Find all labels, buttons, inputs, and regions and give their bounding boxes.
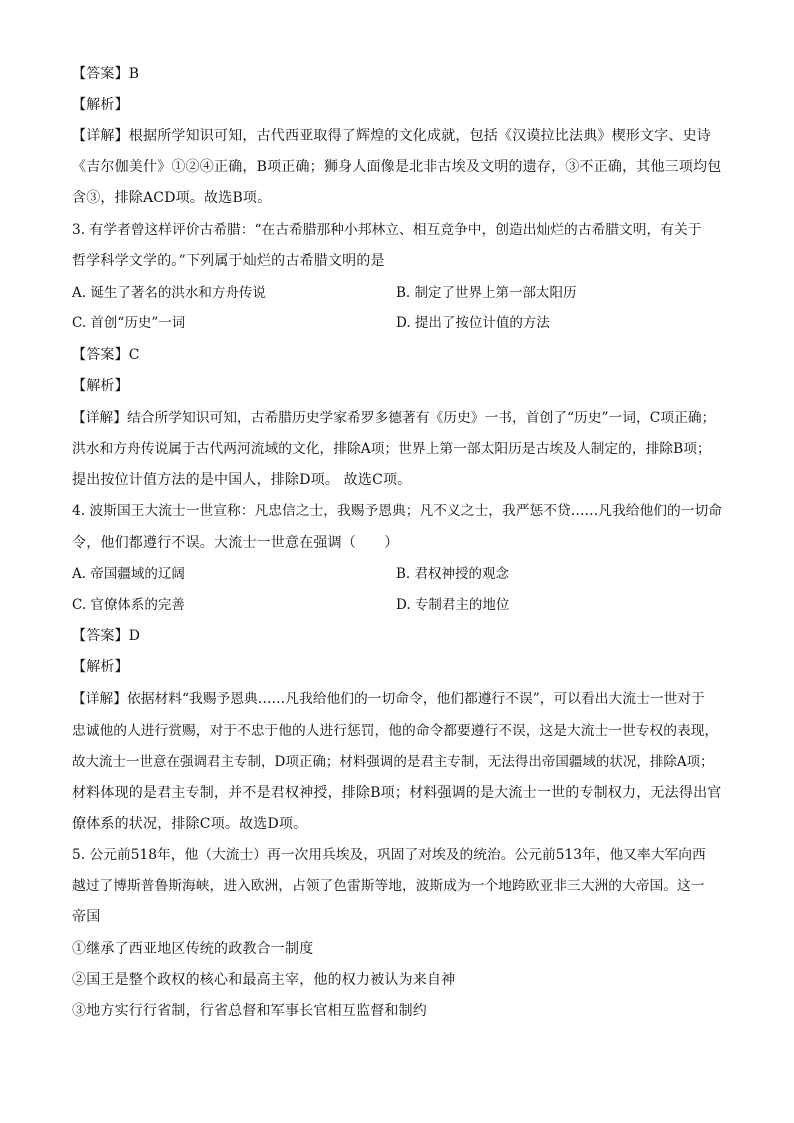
question-5-item-1: ①继承了西亚地区传统的政教合一制度 — [72, 941, 314, 957]
question-3-stem-line-2: 哲学科学文学的。”下列属于灿烂的古希腊文明的是 — [72, 253, 385, 269]
answer-label-q3: 【答案】C — [72, 347, 140, 363]
detail-q3-line-2: 洪水和方舟传说属于古代两河流域的文化，排除A项；世界上第一部太阳历是古埃及人制定的，排除B项； — [72, 441, 711, 457]
question-5-item-3: ③地方实行行省制，行省总督和军事长官相互监督和制约 — [72, 1003, 427, 1019]
detail-q4-line-2: 忠诚他的人进行赏赐，对于不忠于他的人进行惩罚，他的命令都要遵行不误，这是大流士一世专权的表现， — [72, 723, 719, 739]
detail-q3-line-1: 【详解】结合所学知识可知，古希腊历史学家希罗多德著有《历史》一书，首创了“历史”一词，C项正确； — [72, 410, 716, 426]
analysis-label-q2: 【解析】 — [72, 97, 129, 113]
detail-q4-line-4: 材料体现的是君主专制，并不是君权神授，排除B项；材料强调的是大流士一世的专制权力，无法得出官 — [72, 785, 722, 801]
question-5-stem-line-1: 5. 公元前518年，他（大流士）再一次用兵埃及，巩固了对埃及的统治。公元前513年，他又率大军向西 — [72, 847, 706, 863]
answer-label-q4: 【答案】D — [72, 628, 141, 644]
detail-q2-line-1: 【详解】根据所学知识可知，古代西亚取得了辉煌的文化成就，包括《汉谟拉比法典》楔形文字、史诗 — [72, 128, 711, 144]
question-4-option-d: D. 专制君主的地位 — [396, 597, 510, 613]
detail-q4-line-5: 僚体系的状况，排除C项。故选D项。 — [72, 816, 308, 832]
question-5-stem-line-2: 越过了博斯普鲁斯海峡，进入欧洲，占领了色雷斯等地，波斯成为一个地跨欧亚非三大洲的大帝国。这一 — [72, 878, 705, 894]
detail-q4-line-3: 故大流士一世意在强调君主专制，D项正确；材料强调的是君主专制，无法得出帝国疆域的状况，排除A项； — [72, 754, 714, 770]
question-3-option-b: B. 制定了世界上第一部太阳历 — [396, 285, 577, 301]
question-4-option-a: A. 帝国疆域的辽阔 — [72, 566, 185, 582]
question-3-option-a: A. 诞生了著名的洪水和方舟传说 — [72, 285, 266, 301]
question-5-item-2: ②国王是整个政权的核心和最高主宰，他的权力被认为来自神 — [72, 972, 456, 988]
question-3-stem-line-1: 3. 有学者曾这样评价古希腊：“在古希腊那种小邦林立、相互竞争中，创造出灿烂的古希腊文明，有关于 — [72, 222, 702, 238]
question-4-stem-line-2: 令，他们都遵行不误。大流士一世意在强调（ ） — [72, 535, 399, 551]
question-4-option-c: C. 官僚体系的完善 — [72, 597, 185, 613]
question-5-stem-line-3: 帝国 — [72, 909, 101, 925]
question-3-option-d: D. 提出了按位计值的方法 — [396, 315, 550, 331]
question-4-option-b: B. 君权神授的观念 — [396, 566, 510, 582]
question-4-stem-line-1: 4. 波斯国王大流士一世宣称：凡忠信之士，我赐予恩典；凡不义之士，我严惩不贷……凡我给他们的一切命 — [72, 503, 722, 519]
answer-label-q2: 【答案】B — [72, 66, 140, 82]
detail-q2-line-2: 《吉尔伽美什》①②④正确，B项正确；狮身人面像是北非古埃及文明的遗存，③不正确，其他三项均包 — [72, 159, 722, 175]
question-3-option-c: C. 首创“历史”一词 — [72, 315, 186, 331]
detail-q3-line-3: 提出按位计值方法的是中国人，排除D项。 故选C项。 — [72, 472, 412, 488]
analysis-label-q3: 【解析】 — [72, 378, 129, 394]
detail-q4-line-1: 【详解】依据材料“我赐予恩典……凡我给他们的一切命令，他们都遵行不误”，可以看出大流士一世对于 — [72, 691, 705, 707]
detail-q2-line-3: 含③，排除ACD项。故选B项。 — [72, 190, 272, 206]
analysis-label-q4: 【解析】 — [72, 659, 129, 675]
